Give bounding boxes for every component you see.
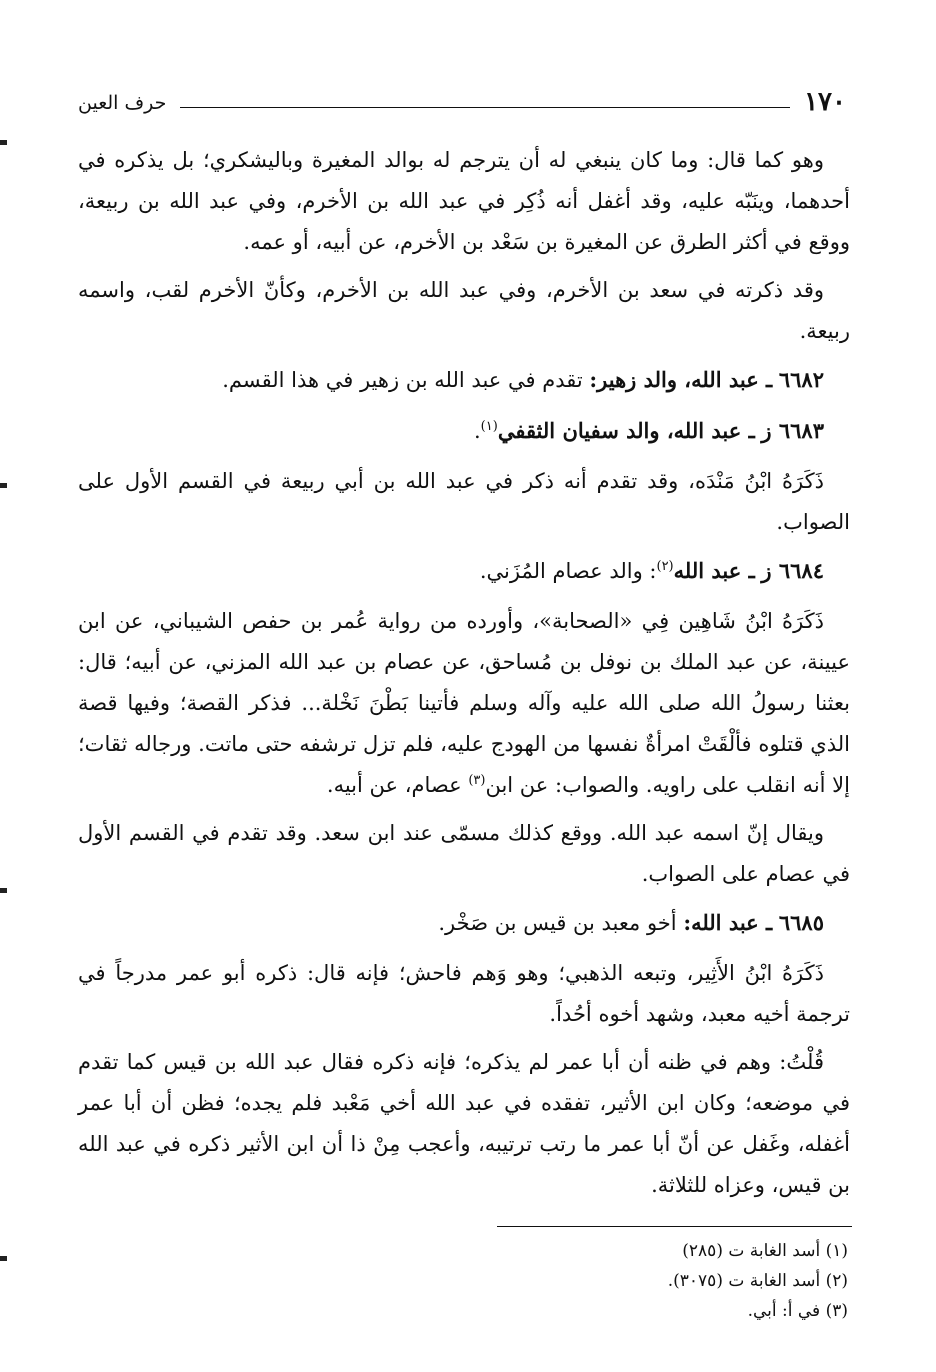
binding-mark: [0, 140, 7, 145]
binding-mark: [0, 888, 7, 893]
paragraph: وهو كما قال: وما كان ينبغي له أن يترجم له بوالد المغيرة وباليشكري؛ بل يذكره في أحدهما، وينَبّه عليه، وقد أغفل أنه ذُكِر في عبد الله بن الأخرم، وفي عبد الله بن ربيعة، ووقع في أكثر الطرق عن المغيرة بن سَعْد بن الأخرم، عن أبيه، أو عمه.: [78, 148, 850, 254]
footnote: (١) أسد الغابة ت (٢٨٥): [682, 1241, 848, 1261]
footnote: (٣) في أ: أبي.: [747, 1301, 848, 1321]
paragraph: ويقال إنّ اسمه عبد الله. ووقع كذلك مسمّى عند ابن سعد. وقد تقدم في القسم الأول في عصام على الصواب.: [78, 821, 850, 886]
paragraph: ذَكَرَهُ ابْنُ مَنْدَه، وقد تقدم أنه ذكر في عبد الله بن أبي ربيعة في القسم الأول على الصواب.: [78, 469, 850, 534]
paragraph-text: ذَكَرَهُ ابْنُ شَاهِين فِي «الصحابة»، وأورده من رواية عُمر بن حفص الشيباني، عن ابن عيينة، عن عبد الملك بن نوفل بن مُساحق، عن عصام بن عبد الله المزني، عن أبيه؛ قال: بعثنا رسولُ الله صلى الله عليه وآله وسلم فأتينا بَطْنَ نَخْلة... فذكر القصة؛ وفيها قصة الذي قتلوه فألْقَتْ امرأةٌ نفسها من الهودج عليه، فلم تزل ترشفه حتى ماتت. ورجاله ثقات؛ إلا أنه انقلب على راويه. والصواب: عن ابن: [78, 609, 850, 797]
paragraph: [78, 601, 850, 806]
entry-text: تقدم في عبد الله بن زهير في هذا القسم.: [222, 368, 583, 392]
footnote-ref: (١): [480, 419, 498, 434]
section-title: حرف العين: [78, 92, 167, 114]
entry-6683: [78, 410, 850, 452]
entry-6685: [78, 902, 850, 944]
paragraph: ذَكَرَهُ ابْنُ الأَثِير، وتبعه الذهبي؛ وهو وَهم فاحش؛ فإنه قال: ذكره أبو عمر مدرجاً في ترجمة أخيه معبد، وشهد أخوه أحُداً.: [78, 961, 850, 1026]
entry-text: : والد عصام المُزَني.: [479, 559, 657, 583]
footnotes: [430, 1236, 848, 1326]
footnote-ref: (٣): [468, 773, 486, 788]
entry-number: ٦٦٨٣ ز: [761, 418, 824, 443]
entry-text: أخو معبد بن قيس بن صَخْر.: [438, 911, 677, 935]
entry-heading: ـ عبد الله، والد سفيان الثقفي: [497, 418, 755, 443]
entry-number: ٦٦٨٢: [778, 367, 824, 392]
page-number: ١٧٠: [804, 87, 846, 117]
paragraph: وقد ذكرته في سعد بن الأخرم، وفي عبد الله بن الأخرم، وكأنّ الأخرم لقب، واسمه ربيعة.: [78, 278, 850, 343]
paragraph-text: عصام، عن أبيه.: [326, 773, 469, 797]
footnote-ref: (٢): [656, 559, 674, 574]
entry-6682: [78, 359, 850, 401]
entry-end: .: [473, 419, 481, 443]
entry-number: ٦٦٨٤ ز: [761, 558, 824, 583]
entry-heading: ـ عبد الله: [673, 558, 755, 583]
paragraph: قُلْتُ: وهم في ظنه أن أبا عمر لم يذكره؛ فإنه ذكره فقال عبد الله بن قيس كما تقدم في موضعه؛ وكان ابن الأثير، تفقده في عبد الله أخي مَعْبد فلم يجده؛ فظن أن أبا عمر أغفله، وغَفل عن أنّ أبا عمر ما رتب ترتيبه، وأعجب مِنْ ذا أن ابن الأثير ذكره في عبد الله بن قيس، وعزاه للثلاثة.: [78, 1050, 850, 1197]
binding-mark: [0, 483, 7, 488]
footnote-rule: [497, 1226, 852, 1227]
header-rule: [180, 107, 790, 108]
footnote: (٢) أسد الغابة ت (٣٠٧٥).: [667, 1271, 848, 1291]
entry-6684: [78, 550, 850, 592]
binding-mark: [0, 1256, 7, 1261]
body-text: [78, 140, 850, 1213]
running-head: [78, 82, 850, 116]
entry-heading: ـ عبد الله، والد زهير:: [589, 367, 773, 392]
entry-number: ٦٦٨٥: [778, 910, 824, 935]
entry-heading: ـ عبد الله:: [683, 910, 773, 935]
